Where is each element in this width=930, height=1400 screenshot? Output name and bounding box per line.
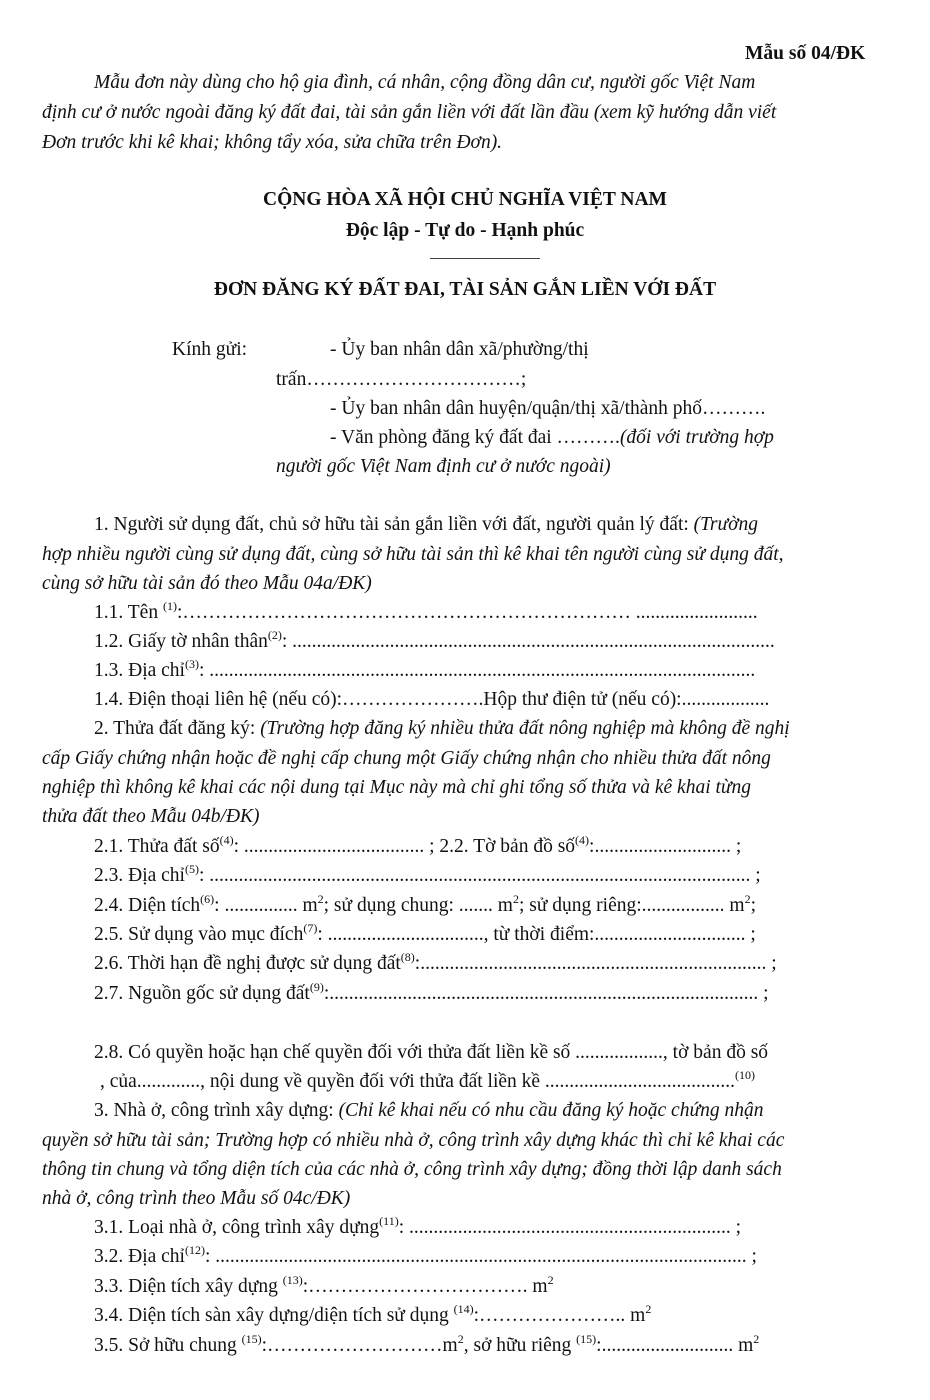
instruction-note-line-1: Mẫu đơn này dùng cho hộ gia đình, cá nhân, cộng đồng dân cư, người gốc Việt Nam	[94, 72, 756, 93]
instruction-note-line-2: định cư ở nước ngoài đăng ký đất đai, tài sản gắn liền với đất lần đầu (xem kỹ hướng dẫn viết	[42, 102, 777, 123]
field-floor-area[interactable]: 3.4. Diện tích sàn xây dựng/diện tích sử dụng $^{(14)}$:………………….. $m^2$	[94, 1302, 652, 1326]
field-area[interactable]: 2.4. Diện tích$^{(6)}$: ............... $m^2$; sử dụng chung: ....... $m^2$; sử dụng riêng:................. $m^2$;	[94, 892, 756, 916]
section-1-note-3: cùng sở hữu tài sản đó theo Mẫu 04a/ĐK)	[42, 573, 372, 594]
header-divider	[430, 258, 540, 259]
recipient-line-3: - Ủy ban nhân dân huyện/quận/thị xã/thành phố……….	[330, 398, 766, 419]
section-3-note-3: thông tin chung và tổng diện tích của các nhà ở, công trình xây dựng; đồng thời lập danh sách	[42, 1159, 782, 1180]
field-building-type[interactable]: 3.1. Loại nhà ở, công trình xây dựng$^{(11)}$: .................................................................. ;	[94, 1214, 742, 1238]
recipient-label: Kính gửi:	[172, 339, 248, 360]
field-land-origin[interactable]: 2.7. Nguồn gốc sử dụng đất$^{(9)}$:........................................................................................ ;	[94, 980, 769, 1004]
motto: Độc lập - Tự do - Hạnh phúc	[345, 220, 585, 241]
section-2-note-2: cấp Giấy chứng nhận hoặc đề nghị cấp chung một Giấy chứng nhận cho nhiều thửa đất nông	[42, 748, 771, 769]
field-parcel-and-map-number[interactable]: 2.1. Thửa đất số$^{(4)}$: ..................................... ; 2.2. Tờ bản đồ số$^{(4)}$:............................ ;	[94, 833, 742, 857]
section-1-heading: 1. Người sử dụng đất, chủ sở hữu tài sản gắn liền với đất, người quản lý đất: (Trường	[94, 514, 759, 535]
field-adjacent-rights-line-1[interactable]: 2.8. Có quyền hoặc hạn chế quyền đối với thửa đất liền kề số .................., tờ bản đồ số	[94, 1042, 769, 1063]
recipient-line-5: người gốc Việt Nam định cư ở nước ngoài)	[276, 456, 611, 477]
field-adjacent-rights-line-2[interactable]: , của............., nội dung về quyền đối với thửa đất liền kề .......................................$^{(10)}$	[100, 1068, 756, 1092]
form-number: Mẫu số 04/ĐK	[745, 43, 866, 64]
field-parcel-address[interactable]: 2.3. Địa chỉ$^{(5)}$: ............................................................................................................... ;	[94, 862, 761, 886]
field-address[interactable]: 1.3. Địa chỉ$^{(3)}$: ................................................................................................................	[94, 657, 756, 681]
recipient-line-4: - Văn phòng đăng ký đất đai ……….(đối với trường hợp	[330, 427, 774, 448]
section-2-heading: 2. Thửa đất đăng ký: (Trường hợp đăng ký nhiều thửa đất nông nghiệp mà không đề nghị	[94, 718, 790, 739]
recipient-line-2: trấn……………………………;	[276, 369, 527, 390]
section-3-note-4: nhà ở, công trình theo Mẫu số 04c/ĐK)	[42, 1188, 351, 1209]
section-3-heading: 3. Nhà ở, công trình xây dựng: (Chỉ kê khai nếu có nhu cầu đăng ký hoặc chứng nhận	[94, 1100, 764, 1121]
field-ownership[interactable]: 3.5. Sở hữu chung $^{(15)}:\dots\dots\dots\dots\dots\dots\dots\dots\dots m^2$, sở hữu riêng $^{(15)}$:........................... $m^2$	[94, 1332, 760, 1356]
form-title: ĐƠN ĐĂNG KÝ ĐẤT ĐAI, TÀI SẢN GẮN LIỀN VỚI ĐẤT	[213, 279, 717, 300]
field-name[interactable]: 1.1. Tên $^{(1)}$:…………………………………………………………… .........................	[94, 599, 758, 623]
recipient-line-1: - Ủy ban nhân dân xã/phường/thị	[330, 339, 589, 360]
section-2-note-3: nghiệp thì không kê khai các nội dung tại Mục này mà chỉ ghi tổng số thửa và kê khai từng	[42, 777, 752, 798]
field-construction-area[interactable]: 3.3. Diện tích xây dựng $^{(13)}$:……………………………. $m^2$	[94, 1273, 554, 1297]
nation-header: CỘNG HÒA XÃ HỘI CHỦ NGHĨA VIỆT NAM	[263, 189, 667, 210]
section-2-note-4: thửa đất theo Mẫu 04b/ĐK)	[42, 806, 260, 827]
section-3-note-2: quyền sở hữu tài sản; Trường hợp có nhiều nhà ở, công trình xây dựng khác thì chỉ kê khai các	[42, 1130, 785, 1151]
instruction-note-line-3: Đơn trước khi kê khai; không tẩy xóa, sửa chữa trên Đơn).	[42, 132, 503, 153]
section-1-note-2: hợp nhiều người cùng sử dụng đất, cùng sở hữu tài sản thì kê khai tên người cùng sử dụng đất,	[42, 544, 784, 565]
field-identity-document[interactable]: 1.2. Giấy tờ nhân thân$^{(2)}$: ...................................................................................................	[94, 628, 775, 652]
field-use-term[interactable]: 2.6. Thời hạn đề nghị được sử dụng đất$^{(8)}$:....................................................................... ;	[94, 950, 777, 974]
field-land-use-purpose[interactable]: 2.5. Sử dụng vào mục đích$^{(7)}$: ................................, từ thời điểm:............................... ;	[94, 921, 756, 945]
field-phone-email[interactable]: 1.4. Điện thoại liên hệ (nếu có):………………….Hộp thư điện tử (nếu có):..................	[94, 689, 770, 710]
field-building-address[interactable]: 3.2. Địa chỉ$^{(12)}$: ............................................................................................................. ;	[94, 1243, 757, 1267]
